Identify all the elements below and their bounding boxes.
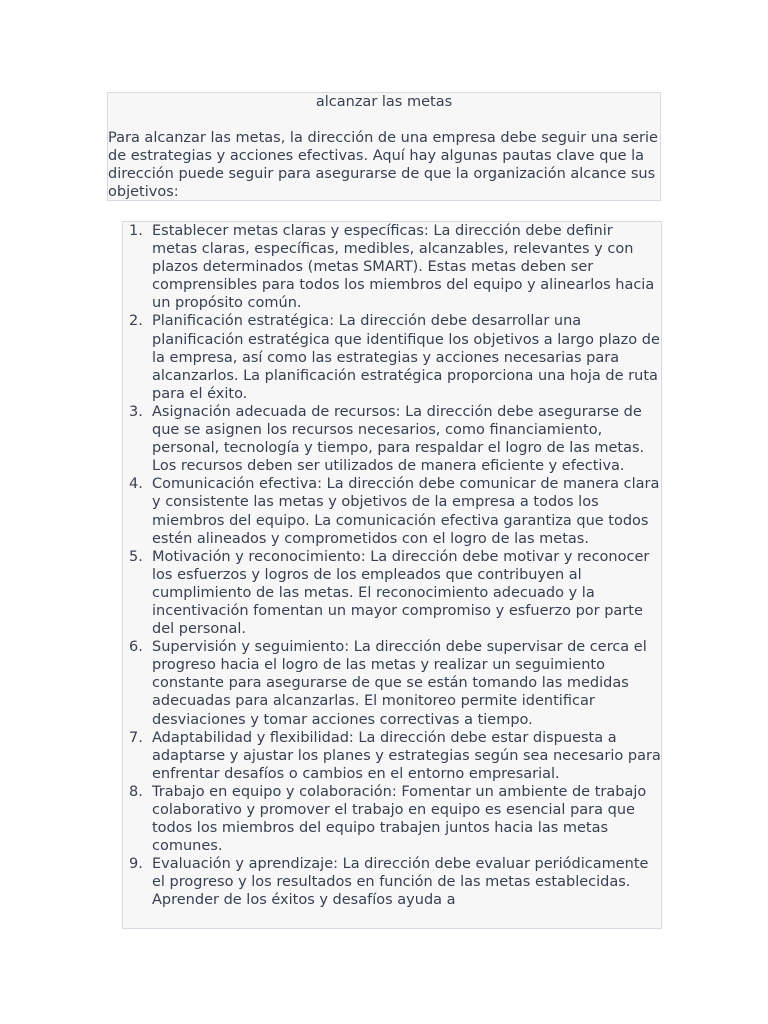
item-text: Asignación adecuada de recursos: La dirección debe asegurarse de que se asignen los recursos necesarios, como financiamiento, personal, tecnología y tiempo, para respaldar el logro de las metas. Los recursos deben ser utilizados de manera eficiente y efectiva. (152, 403, 645, 475)
item-number: 5. (129, 548, 143, 565)
item-number: 9. (129, 856, 143, 873)
list-item (123, 638, 661, 728)
item-text: Establecer metas claras y específicas: La dirección debe definir metas claras, específicas, medibles, alcanzables, relevantes y con plazos determinados (metas SMART). Estas metas deben ser comprensibles para todos los miembros del equipo y alinearlos hacia un propósito común. (152, 223, 655, 312)
item-text: Motivación y reconocimiento: La dirección debe motivar y reconocer los esfuerzos y logros de los empleados que contribuyen al cumplimiento de las metas. El reconocimiento adecuado y la incentivación fomentan un mayor compromiso y esfuerzo por parte del personal. (152, 548, 650, 638)
item-number: 4. (129, 476, 143, 493)
document-title: alcanzar las metas (315, 94, 453, 110)
item-number: 7. (129, 729, 143, 746)
list-item (123, 312, 661, 402)
item-number: 2. (129, 313, 143, 330)
item-number: 3. (129, 403, 143, 420)
list-item (123, 548, 661, 638)
item-text: Evaluación y aprendizaje: La dirección debe evaluar periódicamente el progreso y los resultados en función de las metas establecidas. Aprender de los éxitos y desafíos ayuda a (152, 856, 649, 909)
item-text: Planificación estratégica: La dirección debe desarrollar una planificación estratégica que identifique los objetivos a largo plazo de la empresa, así como las estrategias y acciones necesarias para alcanzarlos. La planificación estratégica proporciona una hoja de ruta para el éxito. (152, 313, 660, 402)
list-item (123, 403, 661, 475)
item-text: Adaptabilidad y flexibilidad: La dirección debe estar dispuesta a adaptarse y ajustar los planes y estrategias según sea necesario para enfrentar desafíos o cambios en el entorno empresarial. (152, 729, 661, 782)
item-text: Supervisión y seguimiento: La dirección debe supervisar de cerca el progreso hacia el logro de las metas y realizar un seguimiento constante para asegurarse de que se están tomando las medidas adecuadas para alcanzarlas. El monitoreo permite identificar desviaciones y tomar acciones correctivas a tiempo. (152, 639, 647, 728)
item-text: Comunicación efectiva: La dirección debe comunicar de manera clara y consistente las metas y objetivos de la empresa a todos los miembros del equipo. La comunicación efectiva garantiza que todos estén alineados y comprometidos con el logro de las metas. (152, 476, 660, 547)
item-number: 8. (129, 783, 143, 800)
item-number: 1. (129, 223, 143, 239)
list-item (123, 855, 661, 909)
item-number: 6. (129, 639, 143, 656)
item-text: Trabajo en equipo y colaboración: Fomentar un ambiente de trabajo colaborativo y promover el trabajo en equipo es esencial para que todos los miembros del equipo trabajen juntos hacia las metas comunes. (152, 783, 647, 855)
steps-list (123, 222, 661, 910)
list-item (123, 729, 661, 783)
steps-block (122, 221, 662, 929)
intro-paragraph: Para alcanzar las metas, la dirección de una empresa debe seguir una serie de estrategias y acciones efectivas. Aquí hay algunas pautas clave que la dirección puede seguir para asegurarse de que la organización alcance sus objetivos: (108, 130, 658, 201)
list-item (123, 222, 661, 312)
list-item (123, 475, 661, 547)
intro-block (107, 92, 661, 201)
list-item (123, 783, 661, 855)
